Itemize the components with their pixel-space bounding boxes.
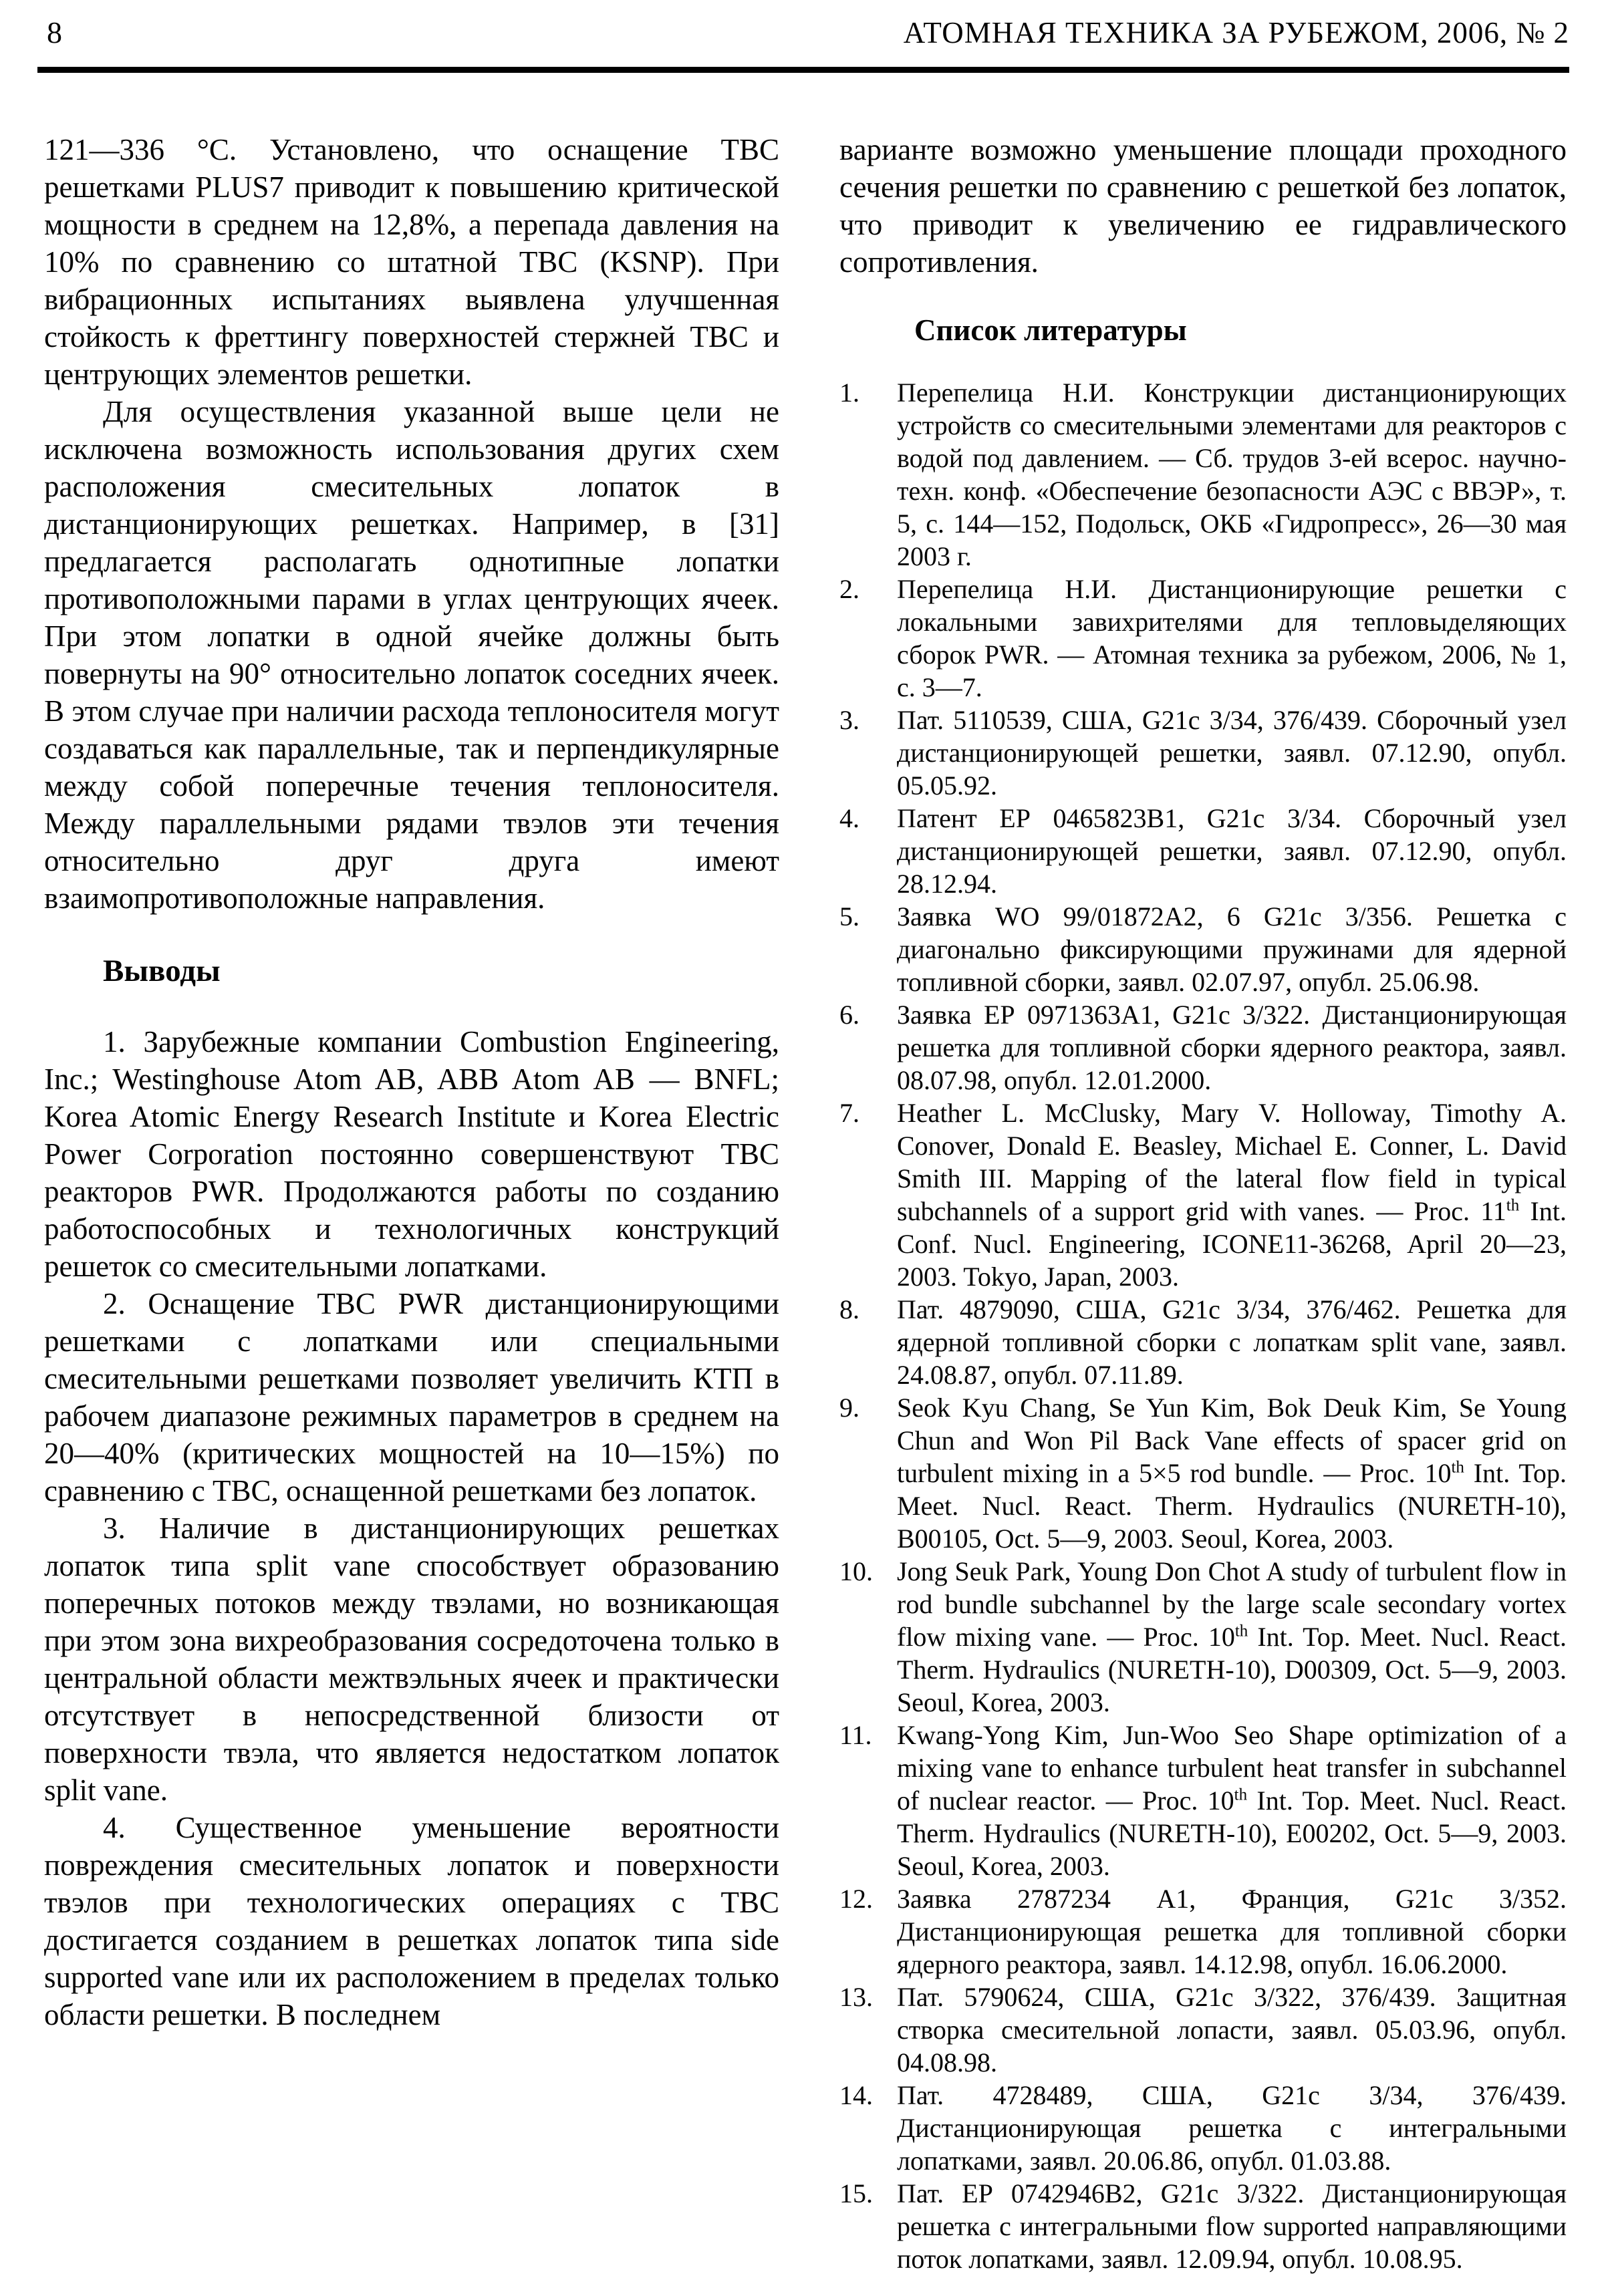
references-heading: Список литературы	[914, 313, 1187, 347]
reference-number: 8.	[839, 1294, 859, 1324]
paragraph-continuation-prev-page: 121—336 °С. Установлено, что оснащение ТВС решетками PLUS7 приводит к повышению критической мощности в среднем на 12,8%, а перепада давления на 10% по сравнению со штатной ТВС (KSNP). При вибрационных испытаниях выявлена улучшенная стойкость к фреттингу поверхностей стержней ТВС и центрующих элементов решетки.	[44, 133, 779, 391]
reference-text: Пат. 5790624, США, G21c 3/322, 376/439. Защитная створка смесительной лопасти, заявл. 05.03.96, опубл. 04.08.98.	[897, 1982, 1567, 2077]
reference-text: Патент ЕР 0465823В1, G21c 3/34. Сборочный узел дистанционирующей решетки, заявл. 07.12.90, опубл. 28.12.94.	[897, 803, 1567, 899]
reference-item	[839, 704, 1567, 802]
journal-title: АТОМНАЯ ТЕХНИКА ЗА РУБЕЖОМ, 2006, № 2	[903, 16, 1569, 49]
reference-item	[839, 376, 1567, 573]
reference-number: 9.	[839, 1393, 859, 1423]
reference-number: 13.	[839, 1982, 873, 2012]
reference-number: 7.	[839, 1098, 859, 1128]
reference-number: 12.	[839, 1884, 873, 1914]
reference-text: Пат. ЕР 0742946В2, G21c 3/322. Дистанционирующая решетка с интегральными flow supported направляющими поток лопатками, заявл. 12.09.94, опубл. 10.08.95.	[897, 2178, 1567, 2274]
reference-item	[839, 802, 1567, 900]
reference-number: 3.	[839, 705, 859, 735]
reference-number: 4.	[839, 803, 859, 833]
reference-item	[839, 573, 1567, 704]
reference-text: Kwang-Yong Kim, Jun-Woo Seo Shape optimization of a mixing vane to enhance turbulent heat transfer in subchannel of nuclear reactor. — Proc. 10th Int. Top. Meet. Nucl. React. Therm. Hydraulics (NURETH-10), E00202, Oct. 5—9, 2003. Seoul, Korea, 2003.	[897, 1720, 1567, 1881]
conclusion-4: 4. Существенное уменьшение вероятности повреждения смесительных лопаток и поверхности твэлов при технологических операциях с ТВС достигается созданием в решетках лопаток типа side supported vane или их расположением в пределах только области решетки. В последнем	[44, 1811, 779, 2031]
right-column	[839, 131, 1567, 2275]
reference-number: 2.	[839, 574, 859, 604]
conclusion-3: 3. Наличие в дистанционирующих решетках лопаток типа split vane способствует образованию поперечных потоков между твэлами, но возникающая при этом зона вихреобразования сосредоточена только в центральной области межтвэльных ячеек и практически отсутствует в непосредственной близости от поверхности твэла, что является недостатком лопаток split vane.	[44, 1512, 779, 1807]
reference-item	[839, 2177, 1567, 2275]
reference-item	[839, 1293, 1567, 1391]
reference-text: Заявка 2787234 А1, Франция, G21c 3/352. Дистанционирующая решетка для топливной сборки ядерного реактора, заявл. 14.12.98, опубл. 16.06.2000.	[897, 1884, 1567, 1979]
reference-text: Заявка ЕР 0971363А1, G21c 3/322. Дистанционирующая решетка для топливной сборки ядерного реактора, заявл. 08.07.98, опубл. 12.01.2000.	[897, 1000, 1567, 1095]
left-column	[44, 131, 779, 2033]
conclusions-heading: Выводы	[103, 954, 221, 988]
page-header	[47, 17, 1569, 48]
reference-text: Heather L. McClusky, Mary V. Holloway, Timothy A. Conover, Donald E. Beasley, Michael E. Conner, L. David Smith III. Mapping of the lateral flow field in typical subchannels of a support grid with vanes. — Proc. 11th Int. Conf. Nucl. Engineering, ICONE11-36268, April 20—23, 2003. Tokyo, Japan, 2003.	[897, 1098, 1567, 1292]
reference-number: 15.	[839, 2178, 873, 2208]
reference-item	[839, 998, 1567, 1097]
reference-number: 5.	[839, 901, 859, 931]
reference-item	[839, 1981, 1567, 2079]
reference-number: 6.	[839, 1000, 859, 1030]
reference-text: Перепелица Н.И. Конструкции дистанционирующих устройств со смесительными элементами для реакторов с водой под давлением. — Сб. трудов 3-ей всерос. научно-техн. конф. «Обеспечение безопасности АЭС с ВВЭР», т. 5, с. 144—152, Подольск, ОКБ «Гидропресс», 26—30 мая 2003 г.	[897, 378, 1567, 571]
page-number: 8	[47, 15, 62, 49]
reference-text: Seok Kyu Chang, Se Yun Kim, Bok Deuk Kim, Se Young Chun and Won Pil Back Vane effects of spacer grid on turbulent mixing in a 5×5 rod bundle. — Proc. 10th Int. Top. Meet. Nucl. React. Therm. Hydraulics (NURETH-10), B00105, Oct. 5—9, 2003. Seoul, Korea, 2003.	[897, 1393, 1567, 1554]
reference-item	[839, 1719, 1567, 1882]
reference-text: Пат. 4728489, США, G21c 3/34, 376/439. Дистанционирующая решетка с интегральными лопатками, заявл. 20.06.86, опубл. 01.03.88.	[897, 2080, 1567, 2176]
reference-item	[839, 1555, 1567, 1719]
reference-item	[839, 1882, 1567, 1981]
paragraph-continuation: варианте возможно уменьшение площади проходного сечения решетки по сравнению с решеткой без лопаток, что приводит к увеличению ее гидравлического сопротивления.	[839, 133, 1567, 279]
reference-text: Пат. 4879090, США, G21c 3/34, 376/462. Решетка для ядерной топливной сборки с лопаткам split vane, заявл. 24.08.87, опубл. 07.11.89.	[897, 1294, 1567, 1390]
reference-item	[839, 2079, 1567, 2177]
reference-text: Jong Seuk Park, Young Don Chot A study of turbulent flow in rod bundle subchannel by the large scale secondary vortex flow mixing vane. — Proc. 10th Int. Top. Meet. Nucl. React. Therm. Hydraulics (NURETH-10), D00309, Oct. 5—9, 2003. Seoul, Korea, 2003.	[897, 1556, 1567, 1717]
conclusion-2: 2. Оснащение ТВС PWR дистанционирующими решетками с лопатками или специальными смесительными решетками позволяет увеличить КТП в рабочем диапазоне режимных параметров в среднем на 20—40% (критических мощностей на 10—15%) по сравнению с ТВС, оснащенной решетками без лопаток.	[44, 1287, 779, 1508]
reference-number: 1.	[839, 378, 859, 408]
reference-text: Пат. 5110539, США, G21c 3/34, 376/439. Сборочный узел дистанционирующей решетки, заявл. 07.12.90, опубл. 05.05.92.	[897, 705, 1567, 801]
header-divider	[37, 67, 1569, 73]
reference-number: 10.	[839, 1556, 873, 1586]
reference-text: Перепелица Н.И. Дистанционирующие решетки с локальными завихрителями для тепловыделяющих сборок PWR. — Атомная техника за рубежом, 2006, № 1, с. 3—7.	[897, 574, 1567, 702]
reference-number: 14.	[839, 2080, 873, 2110]
reference-item	[839, 900, 1567, 998]
references-list	[839, 376, 1567, 2275]
reference-item	[839, 1097, 1567, 1293]
reference-text: Заявка WO 99/01872А2, 6 G21c 3/356. Решетка с диагонально фиксирующими пружинами для ядерной топливной сборки, заявл. 02.07.97, опубл. 25.06.98.	[897, 901, 1567, 997]
reference-item	[839, 1391, 1567, 1555]
conclusion-1: 1. Зарубежные компании Combustion Engineering, Inc.; Westinghouse Atom AB, ABB Atom AB — BNFL; Korea Atomic Energy Research Institute и Korea Electric Power Corporation постоянно совершенствуют ТВС реакторов PWR. Продолжаются работы по созданию работоспособных и технологичных конструкций решеток со смесительными лопатками.	[44, 1025, 779, 1283]
reference-number: 11.	[839, 1720, 872, 1750]
paragraph-mixing-vane-schemes: Для осуществления указанной выше цели не исключена возможность использования других схем расположения смесительных лопаток в дистанционирующих решетках. Например, в [31] предлагается располагать однотипные лопатки противоположными парами в углах центрующих ячеек. При этом лопатки в одной ячейке должны быть повернуты на 90° относительно лопаток соседних ячеек. В этом случае при наличии расхода теплоносителя могут создаваться как параллельные, так и перпендикулярные между собой поперечные течения теплоносителя. Между параллельными рядами твэлов эти течения относительно друг друга имеют взаимопротивоположные направления.	[44, 395, 779, 915]
